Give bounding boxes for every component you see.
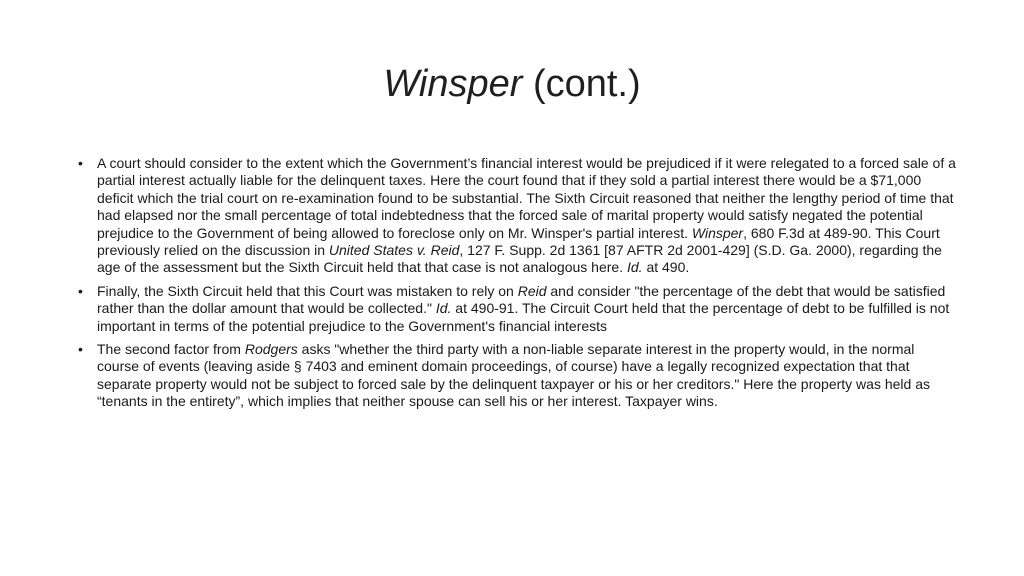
slide-title — [0, 58, 1024, 110]
italic-citation: United States v. Reid — [328, 242, 460, 259]
italic-citation: Winsper — [691, 224, 744, 241]
italic-citation: Rodgers — [244, 341, 298, 358]
bullet-text: asks "whether the third party with a non-liable separate interest in the property would, in the normal course of events (leaving aside § 7403 and eminent domain proceedings, of course) have a legally recognized expectation that that separate property would not be subject to forced sale by the delinquent taxpayer or his or her creditors." Here the property was held as “tenants in the entirety”, which implies that neither spouse can sell his or her interest. Taxpayer wins. — [97, 341, 930, 410]
bullet-item — [78, 341, 958, 411]
bullet-text: A court should consider to the extent which the Government’s financial interest would be prejudiced if it were relegated to a forced sale of a partial interest actually liable for the delinquent taxes. Here the court found that if they sold a partial interest there would be a $71,000 deficit which the trial court on re-examination found to be substantial. The Sixth Circuit reasoned that neither the lengthy period of time that had elapsed nor the small percentage of total indebtedness that the forced sale of marital property would satisfy negated the potential prejudice to the Government of being allowed to foreclose only on Mr. Winsper's partial interest. — [97, 155, 956, 241]
italic-citation: Reid — [517, 282, 547, 299]
bullet-text: at 490-91. The Circuit Court held that the percentage of debt to be fulfilled is not important in terms of the potential prejudice to the Government's financial interests — [97, 300, 950, 334]
slide-title-rest: (cont.) — [522, 63, 641, 105]
bullet-text: The second factor from — [97, 341, 245, 358]
bullet-item — [78, 155, 958, 277]
bullet-text: and consider "the percentage of the debt that would be satisfied rather than the dollar amount that would be collected." — [97, 282, 946, 317]
bullet-text: at 490. — [642, 259, 690, 276]
italic-citation: Id. — [626, 259, 643, 276]
bullet-text: Finally, the Sixth Circuit held that this Court was mistaken to rely on — [97, 282, 518, 299]
bullet-text: , 680 F.3d at 489-90. This Court previously relied on the discussion in — [97, 224, 940, 259]
bullet-list — [78, 155, 958, 417]
bullet-text: , 127 F. Supp. 2d 1361 [87 AFTR 2d 2001-429] (S.D. Ga. 2000), regarding the age of the assessment but the Sixth Circuit held that that case is not analogous here. — [97, 242, 942, 276]
slide-title-italic: Winsper — [383, 63, 523, 105]
bullet-item — [78, 283, 958, 335]
italic-citation: Id. — [435, 300, 452, 317]
